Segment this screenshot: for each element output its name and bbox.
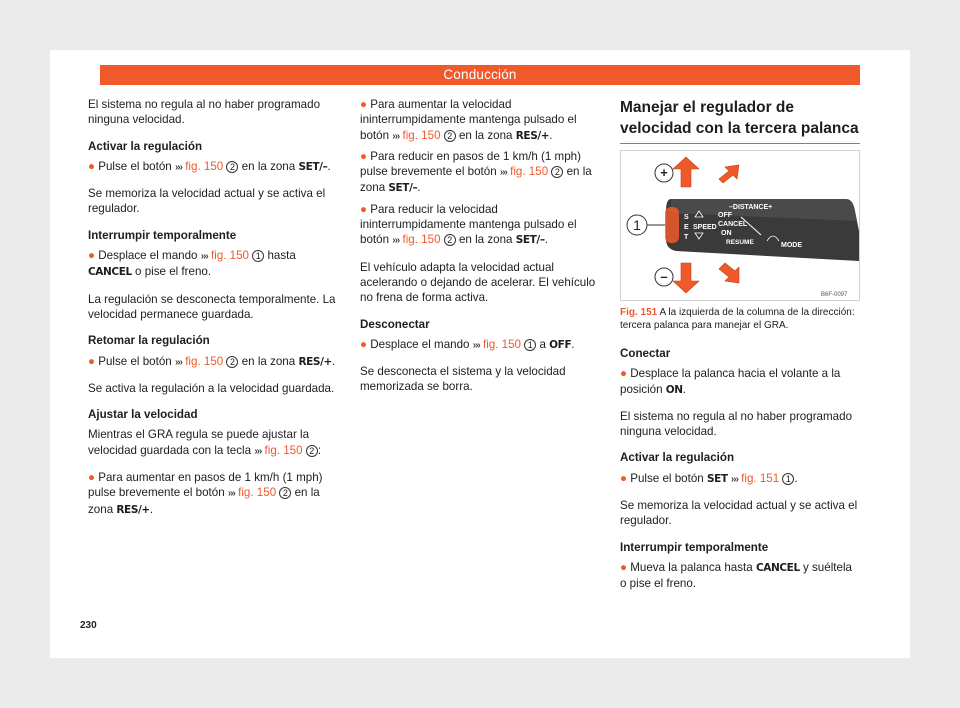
heading-resume: Retomar la regulación [88, 334, 210, 348]
control-key: SET [706, 472, 728, 485]
column-right-bottom [620, 346, 860, 603]
figure-lever [620, 150, 860, 301]
caption-number: Fig. 151 [620, 307, 658, 318]
arrows-icon: ››› [174, 161, 182, 173]
callout-number: 1 [524, 339, 536, 351]
paragraph: Se desconecta el sistema y la velocidad memorizada se borra. [360, 365, 566, 394]
paragraph: Se memoriza la velocidad actual y se activa el regulador. [620, 499, 858, 528]
callout-number: 1 [782, 473, 794, 485]
control-key: CANCEL [88, 266, 132, 279]
heading-interrupt: Interrumpir temporalmente [620, 540, 769, 554]
svg-text:SPEED: SPEED [693, 224, 717, 231]
figure-link[interactable]: fig. 150 [510, 165, 549, 179]
callout-number: 2 [444, 234, 456, 246]
control-key: SET/– [388, 182, 418, 195]
bullet-icon: ● [620, 471, 628, 485]
down-left-arrow-icon [719, 263, 739, 283]
control-key: SET/– [515, 234, 545, 247]
bullet-item: ● Desplace el mando ››› fig. 150 1 a OFF. [360, 337, 575, 351]
figure-link[interactable]: fig. 150 [185, 354, 224, 368]
bullet-item: ● Mueva la palanca hasta CANCEL y suéltela o pise el freno. [620, 560, 852, 591]
arrows-icon: ››› [730, 473, 738, 485]
bullet-item: ● Pulse el botón SET ››› fig. 151 1 . [620, 471, 798, 485]
page-number: 230 [80, 620, 97, 631]
bullet-icon: ● [360, 337, 368, 351]
callout-number: 2 [226, 356, 238, 368]
control-key: OFF [549, 338, 572, 351]
bullet-icon: ● [88, 471, 96, 485]
svg-text:+: + [660, 165, 668, 180]
svg-text:MODE: MODE [781, 242, 802, 249]
bullet-icon: ● [620, 560, 628, 574]
callout-number: 2 [444, 130, 456, 142]
figure-link[interactable]: fig. 150 [238, 486, 277, 500]
callout-number: 2 [551, 166, 563, 178]
heading-activate: Activar la regulación [620, 451, 735, 465]
bullet-icon: ● [88, 354, 96, 368]
bullet-icon: ● [360, 98, 368, 111]
svg-text:ON: ON [721, 230, 732, 237]
section-title: Manejar el regulador de velocidad con la tercera palanca [620, 97, 860, 144]
svg-text:OFF: OFF [718, 212, 732, 219]
svg-text:CANCEL: CANCEL [718, 221, 748, 228]
bullet-icon: ● [620, 367, 628, 381]
callout-number: 1 [252, 250, 264, 262]
arrows-icon: ››› [472, 339, 480, 351]
lever-illustration [621, 151, 859, 300]
svg-text:E: E [684, 224, 689, 231]
heading-disconnect: Desconectar [360, 317, 430, 331]
figure-link[interactable]: fig. 150 [264, 443, 303, 457]
paragraph: Se memoriza la velocidad actual y se activa el regulador. [88, 187, 326, 216]
paragraph: La regulación se desconecta temporalmente. La velocidad permanece guardada. [88, 292, 336, 321]
arrows-icon: ››› [227, 488, 235, 500]
control-key: RES/+ [515, 129, 550, 142]
bullet-icon: ● [88, 159, 96, 173]
lever-tip [665, 207, 679, 243]
callout-number: 2 [306, 445, 318, 457]
arrows-icon: ››› [392, 130, 400, 142]
bullet-item: ● Para aumentar la velocidad ininterrumpidamente mantenga pulsado el botón ››› fig. 150 2 en la zona RES/+. [360, 98, 577, 142]
control-key: CANCEL [755, 561, 800, 574]
paragraph: Mientras el GRA regula se puede ajustar la velocidad guardada con la tecla ››› fig. 150 2 : [88, 428, 322, 457]
bullet-item: ● Pulse el botón ››› fig. 150 2 en la zona RES/+. [88, 354, 336, 368]
figure-link[interactable]: fig. 151 [741, 471, 780, 485]
callout-number: 2 [279, 487, 291, 499]
heading-connect: Conectar [620, 347, 671, 360]
bullet-icon: ● [360, 149, 368, 163]
svg-text:–DISTANCE+: –DISTANCE+ [729, 204, 773, 211]
caption-text: A la izquierda de la columna de la dirección: tercera palanca para manejar el GRA. [620, 307, 855, 331]
figure-link[interactable]: fig. 150 [402, 233, 441, 247]
control-key: ON [665, 383, 683, 396]
up-right-arrow-icon [719, 165, 739, 183]
control-key: RES/+ [116, 503, 150, 516]
figure-link[interactable]: fig. 150 [185, 159, 224, 173]
down-arrow-icon [673, 263, 699, 293]
heading-adjust: Ajustar la velocidad [88, 408, 198, 422]
paragraph: Se activa la regulación a la velocidad guardada. [88, 381, 335, 395]
heading-interrupt: Interrumpir temporalmente [88, 228, 237, 242]
arrows-icon: ››› [392, 235, 400, 247]
up-arrow-icon [673, 157, 699, 187]
bullet-item: ● Desplace la palanca hacia el volante a la posición ON. [620, 367, 841, 396]
svg-text:RESUME: RESUME [726, 239, 754, 246]
svg-text:S: S [684, 214, 689, 221]
arrows-icon: ››› [254, 445, 262, 457]
callout-number: 2 [226, 161, 238, 173]
bullet-item: ● Para reducir en pasos de 1 km/h (1 mph) pulse brevemente el botón ››› fig. 150 2 en la zona SET/–. [360, 149, 592, 195]
svg-text:B6F-0097: B6F-0097 [821, 292, 848, 298]
column-right-top [620, 97, 860, 156]
bullet-icon: ● [360, 202, 368, 216]
paragraph: El sistema no regula al no haber programado ninguna velocidad. [620, 409, 853, 439]
bullet-item: ● Para aumentar en pasos de 1 km/h (1 mph) pulse brevemente el botón ››› fig. 150 2 en la zona RES/+. [88, 471, 323, 516]
paragraph: El vehículo adapta la velocidad actual acelerando o dejando de acelerar. El vehículo no frena de forma activa. [360, 260, 596, 305]
figure-link[interactable]: fig. 150 [210, 249, 249, 263]
arrows-icon: ››› [499, 167, 507, 179]
control-key: RES/+ [298, 355, 332, 368]
figure-link[interactable]: fig. 150 [402, 128, 441, 142]
figure-caption [620, 307, 860, 332]
paragraph: El sistema no regula al no haber programado ninguna velocidad. [88, 98, 321, 127]
svg-text:–: – [660, 269, 668, 284]
column-middle [360, 97, 605, 406]
svg-text:1: 1 [633, 217, 641, 233]
column-left [88, 97, 340, 529]
heading-activate: Activar la regulación [88, 139, 203, 153]
page-header: Conducción [100, 65, 860, 85]
control-key: SET/– [298, 160, 328, 173]
figure-link[interactable]: fig. 150 [482, 337, 521, 351]
bullet-item: ● Desplace el mando ››› fig. 150 1 hasta CANCEL o pise el freno. [88, 249, 296, 279]
manual-page [50, 50, 910, 658]
bullet-item: ● Para reducir la velocidad ininterrumpidamente mantenga pulsado el botón ››› fig. 150 2 en la zona SET/–. [360, 202, 577, 247]
arrows-icon: ››› [200, 251, 208, 263]
arrows-icon: ››› [174, 356, 182, 368]
bullet-icon: ● [88, 249, 96, 263]
bullet-item: ● Pulse el botón ››› fig. 150 2 en la zona SET/–. [88, 159, 331, 173]
svg-text:T: T [684, 234, 689, 241]
